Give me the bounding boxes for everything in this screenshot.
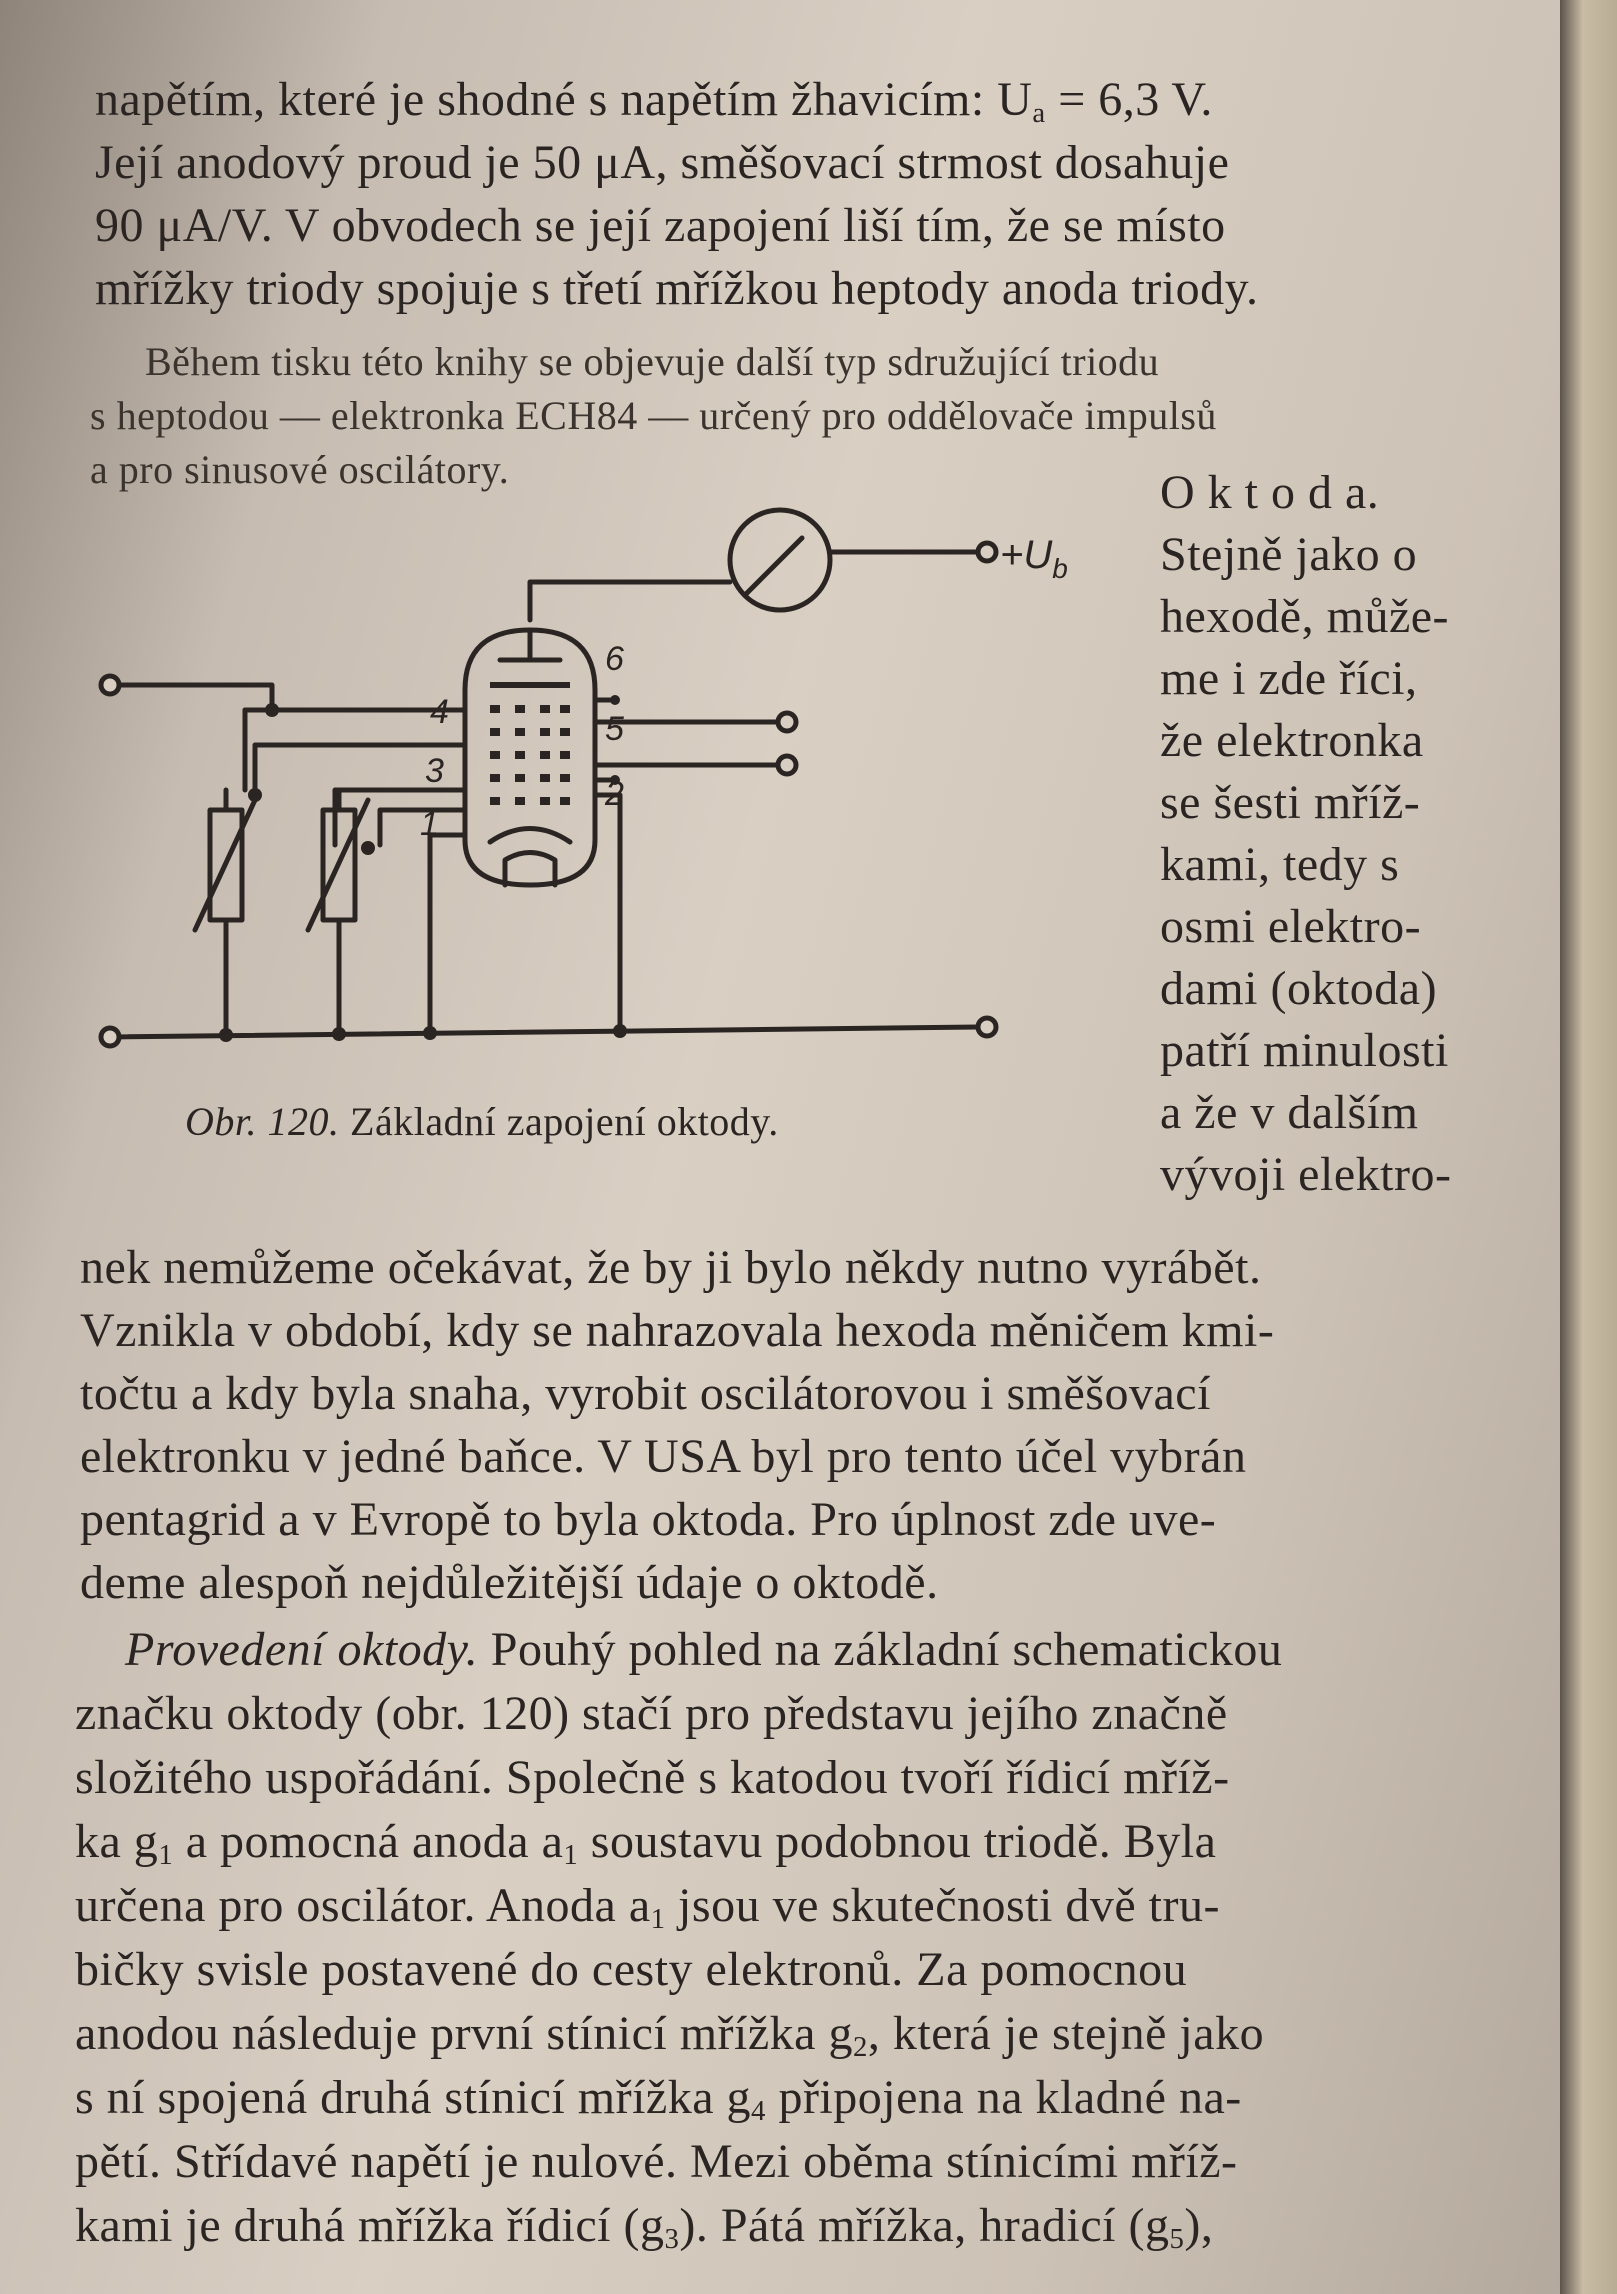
text-line: značku oktody (obr. 120) stačí pro představu jejího značně xyxy=(75,1687,1228,1740)
subscript: a xyxy=(1032,97,1046,130)
text-line: pentagrid a v Evropě to byla oktoda. Pro úplnost zde uve- xyxy=(80,1493,1217,1546)
electrode-number: 6 xyxy=(605,640,624,678)
right-column-line: me i zde říci, xyxy=(1160,652,1418,705)
input-terminal xyxy=(101,676,119,694)
electrode-number: 1 xyxy=(420,805,439,843)
electrode-number: 4 xyxy=(430,693,449,731)
right-column-line: dami (oktoda) xyxy=(1160,962,1438,1015)
octode-circuit-figure xyxy=(90,490,1090,1080)
text-line-part: kami je druhá mřížka řídicí (g xyxy=(75,2199,665,2252)
supply-terminal xyxy=(978,543,996,561)
text-line-part: ). Pátá mřížka, hradicí (g xyxy=(679,2199,1170,2252)
text-line xyxy=(75,2198,1213,2267)
right-column-line: patří minulosti xyxy=(1160,1024,1449,1077)
figure-caption xyxy=(185,1098,779,1146)
text-line-part: jsou ve skutečnosti dvě tru- xyxy=(665,1879,1220,1932)
text-line-part: ka g xyxy=(75,1815,159,1868)
text-line: nek nemůžeme očekávat, že by ji bylo někdy nutno vyrábět. xyxy=(80,1241,1262,1294)
text-line-part: anodou následuje první stínicí mřížka g xyxy=(75,2007,853,2060)
text-line: Vznikla v období, kdy se nahrazovala hexoda měničem kmi- xyxy=(80,1304,1275,1357)
text-line xyxy=(95,72,1213,141)
electrode-number: 3 xyxy=(425,752,444,790)
text-line xyxy=(75,2006,1264,2075)
caption-label: Obr. 120. xyxy=(185,1099,340,1144)
output-terminal xyxy=(978,1018,996,1036)
right-column-line: kami, tedy s xyxy=(1160,838,1400,891)
text-line-part: napětím, které je shodné s napětím žhavicím: U xyxy=(95,73,1033,126)
supply-label: $+U_b$ xyxy=(1000,533,1068,584)
page-edge xyxy=(1560,0,1617,2294)
text-line-part: s ní spojená druhá stínicí mřížka g xyxy=(75,2071,752,2124)
right-column-line: hexodě, může- xyxy=(1160,590,1450,643)
right-column-line: O k t o d a. xyxy=(1160,466,1380,519)
text-line: Její anodový proud je 50 μA, směšovací strmost dosahuje xyxy=(95,136,1230,189)
subscript: 1 xyxy=(650,1903,666,1936)
meter-needle xyxy=(745,538,802,595)
subscript: 5 xyxy=(1169,2223,1185,2256)
text-line-part: a pomocná anoda a xyxy=(173,1815,564,1868)
text-line-part: připojena na kladné na- xyxy=(765,2071,1242,2124)
note-line: a pro sinusové oscilátory. xyxy=(90,447,510,492)
text-line-part: = 6,3 V. xyxy=(1058,73,1213,126)
note-line: s heptodou — elektronka ECH84 — určený pro oddělovače impulsů xyxy=(90,393,1217,438)
text-line xyxy=(125,1622,1282,1678)
right-column-line: osmi elektro- xyxy=(1160,900,1422,953)
octode-schematic xyxy=(90,490,1090,1080)
text-line-part: Pouhý pohled na základní schematickou xyxy=(490,1623,1283,1676)
note-line: Během tisku této knihy se objevuje další typ sdružující triodu xyxy=(145,339,1160,384)
right-column-line: Stejně jako o xyxy=(1160,528,1418,581)
right-column-line: a že v dalším xyxy=(1160,1086,1419,1139)
paragraph-lead: Provedení oktody. xyxy=(125,1623,479,1676)
tube-envelope xyxy=(465,630,595,885)
text-line: točtu a kdy byla snaha, vyrobit oscilátorovou i směšovací xyxy=(80,1367,1211,1420)
cathode-arc xyxy=(490,829,570,843)
subscript: 4 xyxy=(751,2095,766,2128)
text-line: deme alespoň nejdůležitější údaje o oktodě. xyxy=(80,1556,939,1609)
right-column-line: vývoji elektro- xyxy=(1160,1148,1452,1201)
subscript: 3 xyxy=(664,2223,680,2256)
text-line-part: soustavu podobnou triodě. Byla xyxy=(578,1815,1217,1868)
text-line: pětí. Střídavé napětí je nulové. Mezi oběma stínicími mříž- xyxy=(75,2135,1238,2188)
right-column-line: se šesti mříž- xyxy=(1160,776,1421,829)
text-line: 90 μA/V. V obvodech se její zapojení liší tím, že se místo xyxy=(95,199,1226,252)
subscript: 1 xyxy=(563,1839,579,1872)
text-line-part: ), xyxy=(1184,2199,1214,2252)
text-line: elektronku v jedné baňce. V USA byl pro tento účel vybrán xyxy=(80,1430,1247,1483)
right-column xyxy=(1160,462,1451,1206)
text-line xyxy=(75,1814,1216,1883)
text-line xyxy=(75,1878,1220,1947)
electrode-number: 5 xyxy=(605,710,624,748)
text-line: bičky svisle postavené do cesty elektronů. Za pomocnou xyxy=(75,1943,1188,1996)
text-line xyxy=(75,2070,1242,2139)
text-line-part: určena pro oscilátor. Anoda a xyxy=(75,1879,651,1932)
caption-text: Základní zapojení oktody. xyxy=(350,1099,779,1144)
text-line: mřížky triody spojuje s třetí mřížkou heptody anoda triody. xyxy=(95,262,1259,315)
text-line: složitého uspořádání. Společně s katodou tvoří řídicí mříž- xyxy=(75,1751,1230,1804)
subscript: 1 xyxy=(158,1839,174,1872)
right-column-line: že elektronka xyxy=(1160,714,1424,767)
text-line-part: , která je stejně jako xyxy=(867,2007,1265,2060)
subscript: 2 xyxy=(852,2031,868,2064)
electrode-number: 2 xyxy=(605,775,624,813)
